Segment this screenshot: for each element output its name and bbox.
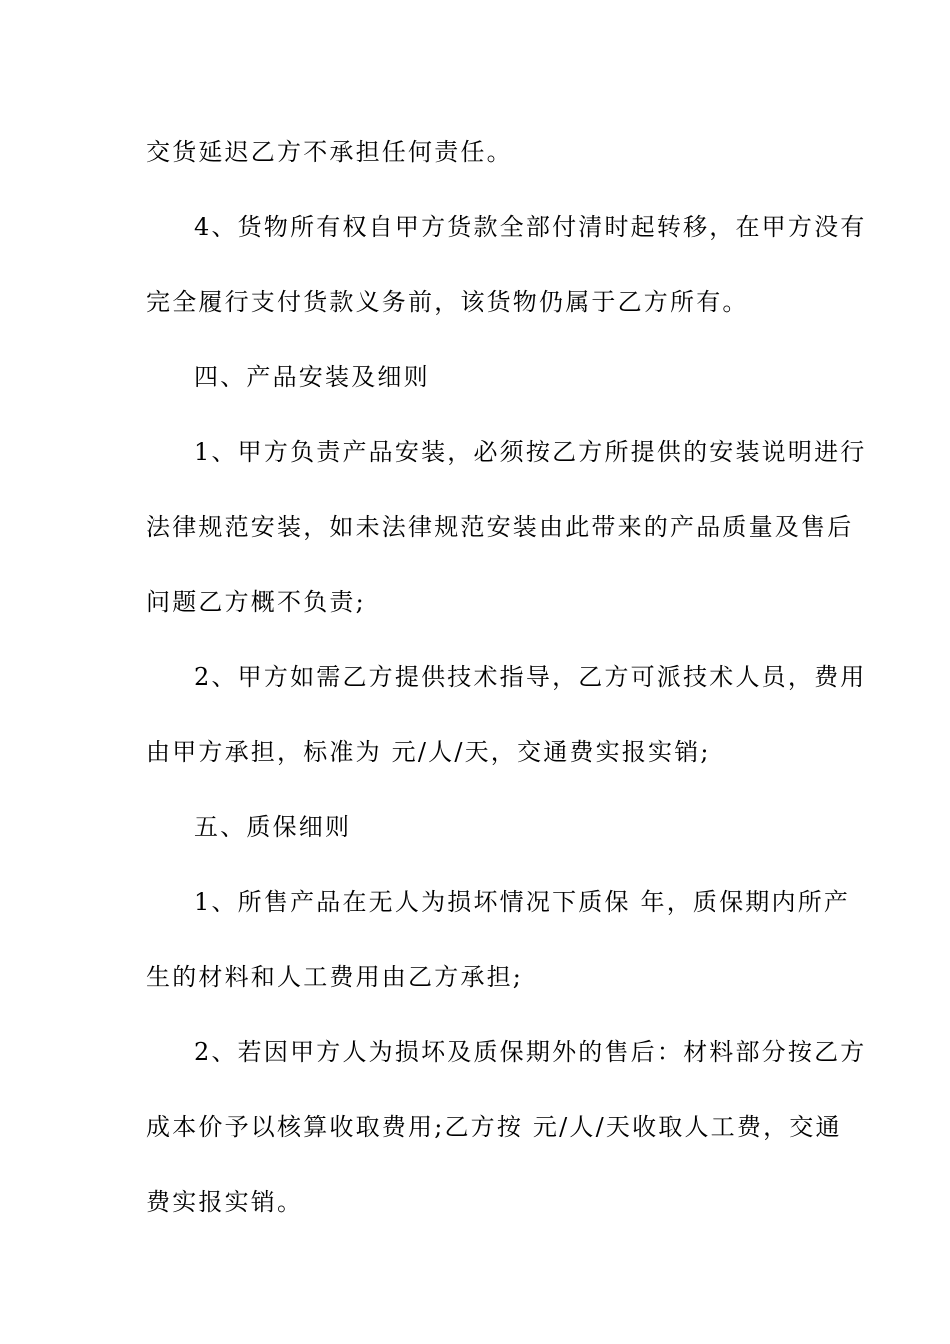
paragraph-line-5: 1、甲方负责产品安装，必须按乙方所提供的安装说明进行 — [194, 438, 867, 466]
paragraph-line-1: 交货延迟乙方不承担任何责任。 — [146, 138, 513, 166]
paragraph-line-6: 法律规范安装，如未法律规范安装由此带来的产品质量及售后 — [146, 513, 854, 541]
paragraph-line-9: 由甲方承担，标准为 元/人/天，交通费实报实销; — [146, 738, 711, 766]
section-heading-4: 四、产品安装及细则 — [194, 363, 430, 391]
paragraph-line-3: 完全履行支付货款义务前，该货物仍属于乙方所有。 — [146, 288, 749, 316]
section-heading-5: 五、质保细则 — [194, 813, 352, 841]
paragraph-line-13: 2、若因甲方人为损坏及质保期外的售后：材料部分按乙方 — [194, 1038, 867, 1066]
paragraph-line-12: 生的材料和人工费用由乙方承担; — [146, 963, 524, 991]
paragraph-line-15: 费实报实销。 — [146, 1188, 304, 1216]
paragraph-line-11: 1、所售产品在无人为损坏情况下质保 年，质保期内所产 — [194, 888, 851, 916]
paragraph-line-14: 成本价予以核算收取费用;乙方按 元/人/天收取人工费，交通 — [146, 1113, 842, 1141]
paragraph-line-2: 4、货物所有权自甲方货款全部付清时起转移，在甲方没有 — [194, 213, 867, 241]
paragraph-line-8: 2、甲方如需乙方提供技术指导，乙方可派技术人员，费用 — [194, 663, 867, 691]
paragraph-line-7: 问题乙方概不负责; — [146, 588, 366, 616]
